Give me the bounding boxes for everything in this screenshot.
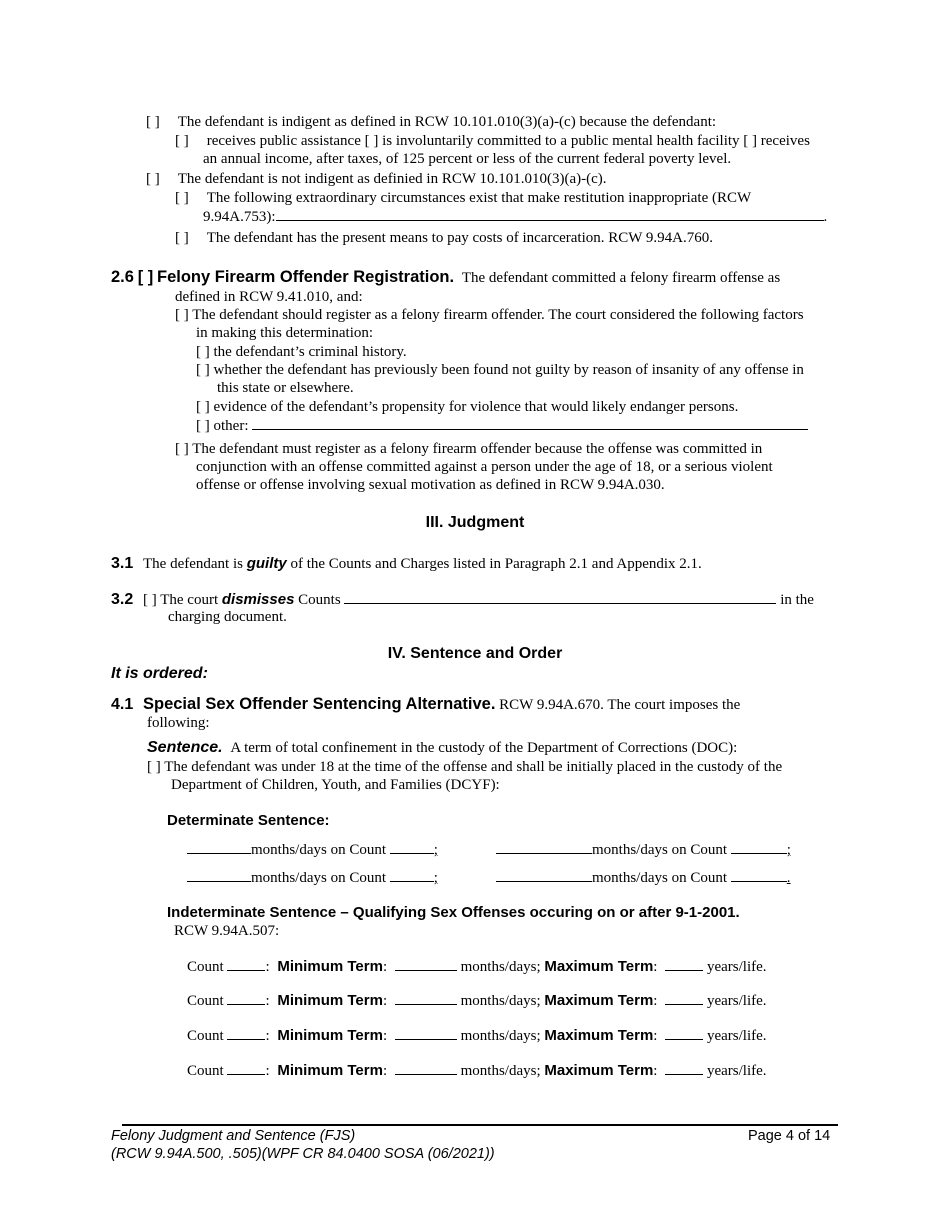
section-3-2-text: charging document. — [168, 609, 287, 625]
factor-other: [ ] other: — [196, 416, 808, 435]
count-input[interactable] — [731, 840, 787, 854]
checkbox-factor-violence[interactable]: [ ] — [196, 399, 210, 415]
checkbox-factor-history[interactable]: [ ] — [196, 344, 210, 360]
indeterminate-row: Count : Minimum Term: months/days; Maximum Term: years/life. — [187, 958, 767, 975]
months-input[interactable] — [496, 840, 592, 854]
count-input[interactable] — [227, 991, 265, 1005]
determinate-row-2b: months/days on Count . — [496, 868, 791, 887]
sentence-heading: IV. Sentence and Order — [387, 645, 563, 662]
not-indigent-option: [ ] The defendant is not indigent as definied in RCW 10.101.010(3)(a)-(c). — [146, 171, 607, 187]
factor-violence: [ ] evidence of the defendant’s propensity for violence that would likely endanger persons. — [196, 399, 739, 415]
section-2-6-intro: defined in RCW 9.41.010, and: — [175, 289, 363, 305]
indeterminate-rcw: RCW 9.94A.507: — [174, 923, 280, 939]
determinate-row-2: months/days on Count ; — [187, 868, 438, 887]
under18-text: Department of Children, Youth, and Families (DCYF): — [171, 777, 500, 793]
checkbox-extraordinary[interactable]: [ ] — [175, 190, 189, 206]
factor-other-input[interactable] — [252, 416, 808, 430]
extraordinary-line: 9.94A.753): . — [203, 209, 828, 225]
indeterminate-row: Count : Minimum Term: months/days; Maximum Term: years/life. — [187, 1027, 767, 1044]
extraordinary-input[interactable] — [276, 207, 824, 221]
it-is-ordered: It is ordered: — [111, 665, 208, 682]
indeterminate-row: Count : Minimum Term: months/days; Maximum Term: years/life. — [187, 1062, 767, 1079]
max-term-input[interactable] — [665, 1061, 703, 1075]
months-input[interactable] — [187, 840, 251, 854]
checkbox-should-register[interactable]: [ ] — [175, 307, 189, 323]
count-input[interactable] — [731, 868, 787, 882]
should-register-text: in making this determination: — [196, 325, 374, 341]
factor-insanity: [ ] whether the defendant has previously been found not guilty by reason of insanity of any offense in — [196, 362, 804, 378]
checkbox-factor-insanity[interactable]: [ ] — [196, 362, 210, 378]
max-term-input[interactable] — [665, 1026, 703, 1040]
min-term-input[interactable] — [395, 1026, 457, 1040]
judgment-heading: III. Judgment — [425, 514, 525, 531]
checkbox-under18[interactable]: [ ] — [147, 759, 161, 775]
indigent-option — [146, 113, 716, 131]
section-2-6-heading: 2.6 [ ] Felony Firearm Offender Registration. The defendant committed a felony firearm offense as — [111, 268, 781, 286]
checkbox-factor-other[interactable]: [ ] — [196, 418, 210, 434]
checkbox-must-register[interactable]: [ ] — [175, 441, 189, 457]
count-input[interactable] — [227, 957, 265, 971]
annual-income-text: an annual income, after taxes, of 125 percent or less of the current federal poverty level. — [203, 151, 732, 167]
should-register-option: [ ] The defendant should register as a felony firearm offender. The court considered the following factors — [175, 307, 804, 323]
section-3-2: 3.2 [ ] The court dismisses Counts in the — [111, 591, 814, 608]
must-register-option: [ ] The defendant must register as a felony firearm offender because the offense was committed in — [175, 441, 763, 457]
checkbox-indigent[interactable]: [ ] — [146, 114, 160, 130]
indigent-reasons: [ ] receives public assistance [ ] is involuntarily committed to a public mental health facility [ ] receives — [175, 133, 810, 149]
max-term-input[interactable] — [665, 991, 703, 1005]
months-input[interactable] — [496, 868, 592, 882]
section-4-1-text: following: — [147, 715, 210, 731]
footer-title: Felony Judgment and Sentence (FJS) — [111, 1128, 356, 1144]
months-input[interactable] — [187, 868, 251, 882]
count-input[interactable] — [390, 868, 434, 882]
min-term-input[interactable] — [395, 1061, 457, 1075]
page-number: Page 4 of 14 — [748, 1128, 831, 1144]
footer-divider — [122, 1124, 838, 1126]
section-4-1-heading: 4.1 Special Sex Offender Sentencing Alternative. RCW 9.94A.670. The court imposes the — [111, 695, 741, 713]
determinate-row-1: months/days on Count ; — [187, 840, 438, 859]
present-means-option: [ ] The defendant has the present means to pay costs of incarceration. RCW 9.94A.760. — [175, 230, 713, 246]
checkbox-present-means[interactable]: [ ] — [175, 230, 189, 246]
must-register-text-2: conjunction with an offense committed against a person under the age of 18, or a serious violent — [196, 459, 773, 475]
factor-insanity-text: this state or elsewhere. — [217, 380, 354, 396]
determinate-heading: Determinate Sentence: — [167, 812, 330, 829]
min-term-input[interactable] — [395, 957, 457, 971]
extraordinary-option: [ ] The following extraordinary circumstances exist that make restitution inappropriate (RCW — [175, 190, 752, 206]
sentence-line: Sentence. A term of total confinement in the custody of the Department of Corrections (DOC): — [147, 739, 738, 756]
count-input[interactable] — [227, 1026, 265, 1040]
checkbox-income[interactable]: [ ] — [743, 133, 758, 149]
determinate-row-1b: months/days on Count ; — [496, 840, 791, 859]
checkbox-committed[interactable]: [ ] — [364, 133, 379, 149]
count-input[interactable] — [227, 1061, 265, 1075]
indeterminate-row: Count : Minimum Term: months/days; Maximum Term: years/life. — [187, 992, 767, 1009]
max-term-input[interactable] — [665, 957, 703, 971]
checkbox-2-6[interactable]: [ ] — [137, 268, 154, 286]
footer-citation: (RCW 9.94A.500, .505)(WPF CR 84.0400 SOSA (06/2021)) — [111, 1146, 495, 1162]
indeterminate-heading: Indeterminate Sentence – Qualifying Sex Offenses occuring on or after 9-1-2001. — [167, 904, 740, 921]
factor-history: [ ] the defendant’s criminal history. — [196, 344, 407, 360]
count-input[interactable] — [390, 840, 434, 854]
checkbox-public-assistance[interactable]: [ ] — [175, 133, 189, 149]
dismissed-counts-input[interactable] — [344, 590, 776, 604]
checkbox-not-indigent[interactable]: [ ] — [146, 171, 160, 187]
under18-option: [ ] The defendant was under 18 at the time of the offense and shall be initially placed in the custody of the — [147, 759, 783, 775]
indigent-text: The defendant is indigent as defined in RCW 10.101.010(3)(a)-(c) because the defendant: — [177, 114, 717, 130]
must-register-text-3: offense or offense involving sexual motivation as defined in RCW 9.94A.030. — [196, 477, 665, 493]
section-3-1: 3.1 The defendant is guilty of the Counts and Charges listed in Paragraph 2.1 and Appendix 2.1. — [111, 555, 702, 572]
checkbox-dismisses[interactable]: [ ] — [143, 592, 157, 608]
min-term-input[interactable] — [395, 991, 457, 1005]
